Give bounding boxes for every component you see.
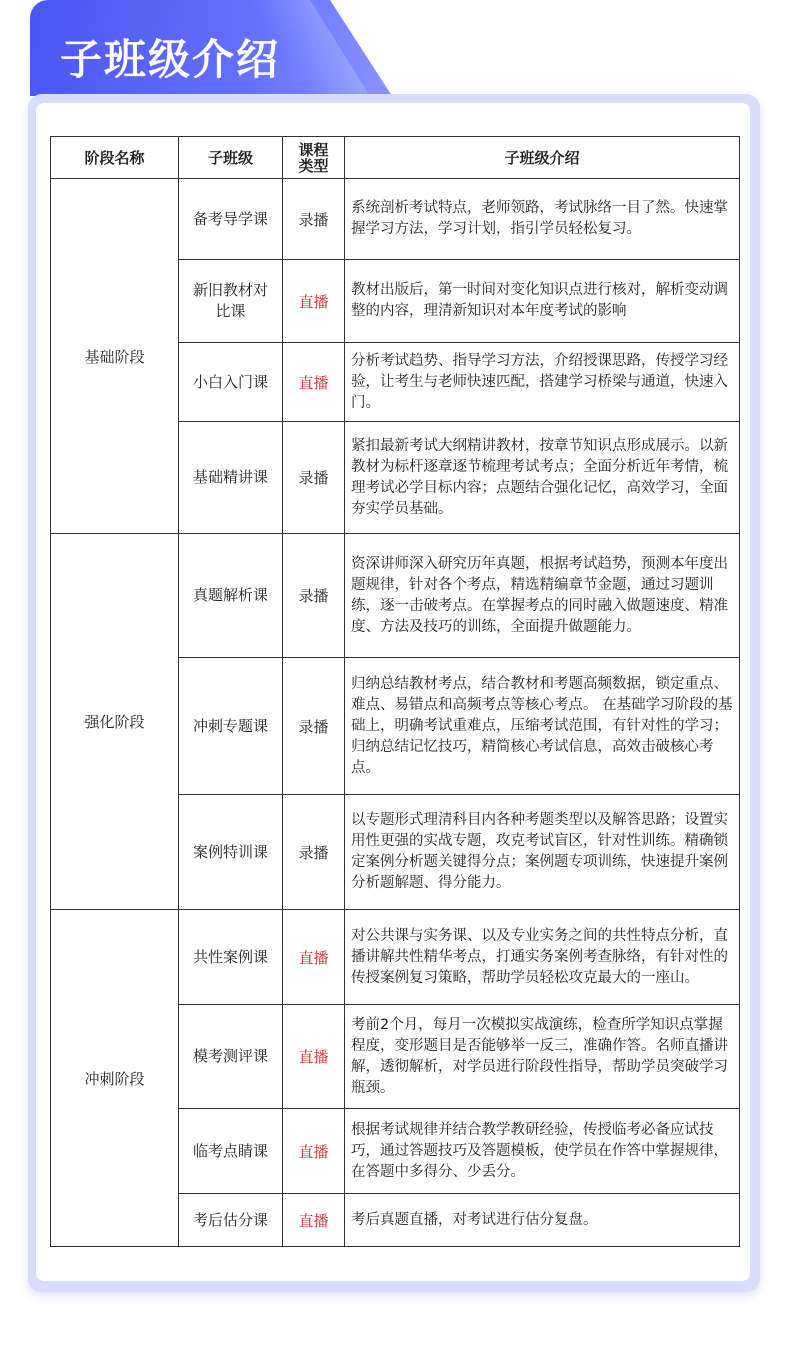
course-type: 直播 <box>283 1109 345 1194</box>
course-description: 分析考试趋势、指导学习方法，介绍授课思路，传授学习经验，让考生与老师快速匹配，搭建学习桥梁与通道，快速入门。 <box>345 343 740 422</box>
course-type: 录播 <box>283 179 345 260</box>
sub-class-table <box>50 136 740 1247</box>
course-description: 紧扣最新考试大纲精讲教材，按章节知识点形成展示。以新教材为标杆逐章逐节梳理考试考点；全面分析近年考情，梳理考试必学目标内容；点题结合强化记忆，高效学习，全面夯实学员基础。 <box>345 422 740 534</box>
course-name: 备考导学课 <box>179 179 283 260</box>
course-description: 归纳总结教材考点，结合教材和考题高频数据，锁定重点、难点、易错点和高频考点等核心考点。 在基础学习阶段的基础上，明确考试重难点，压缩考试范围，有针对性的学习；归纳总结记忆技巧，精简核心考试信息，高效击破核心考点。 <box>345 658 740 795</box>
course-name: 考后估分课 <box>179 1194 283 1247</box>
header-course-type: 课程类型 <box>283 137 345 179</box>
course-type: 录播 <box>283 422 345 534</box>
course-name: 临考点睛课 <box>179 1109 283 1194</box>
course-description: 根据考试规律并结合教学教研经验，传授临考必备应试技巧，通过答题技巧及答题模板，使学员在作答中掌握规律，在答题中多得分、少丢分。 <box>345 1109 740 1194</box>
course-name: 小白入门课 <box>179 343 283 422</box>
table-row <box>51 910 740 1005</box>
page-title: 子班级介绍 <box>60 35 281 84</box>
course-name: 案例特训课 <box>179 795 283 910</box>
stage-cell-sprint: 冲刺阶段 <box>51 910 179 1247</box>
table-row <box>51 534 740 658</box>
course-type: 直播 <box>283 1194 345 1247</box>
stage-cell-basic: 基础阶段 <box>51 179 179 534</box>
course-type: 直播 <box>283 1005 345 1109</box>
course-name: 冲刺专题课 <box>179 658 283 795</box>
course-type: 录播 <box>283 795 345 910</box>
course-description: 系统剖析考试特点，老师领路，考试脉络一目了然。快速掌握学习方法，学习计划，指引学员轻松复习。 <box>345 179 740 260</box>
header-sub-class: 子班级 <box>179 137 283 179</box>
course-description: 教材出版后，第一时间对变化知识点进行核对，解析变动调整的内容，理清新知识对本年度考试的影响 <box>345 260 740 343</box>
course-name: 共性案例课 <box>179 910 283 1005</box>
course-name: 真题解析课 <box>179 534 283 658</box>
stage-cell-intensive: 强化阶段 <box>51 534 179 910</box>
course-name: 模考测评课 <box>179 1005 283 1109</box>
header-stage-name: 阶段名称 <box>51 137 179 179</box>
course-type: 录播 <box>283 534 345 658</box>
course-type: 录播 <box>283 658 345 795</box>
course-type: 直播 <box>283 910 345 1005</box>
course-description: 以专题形式理清科目内各种考题类型以及解答思路；设置实用性更强的实战专题，攻克考试盲区，针对性训练。精确锁定案例分析题关键得分点；案例题专项训练，快速提升案例分析题解题、得分能力。 <box>345 795 740 910</box>
header-sub-class-intro: 子班级介绍 <box>345 137 740 179</box>
course-name: 新旧教材对比课 <box>179 260 283 343</box>
course-type: 直播 <box>283 343 345 422</box>
course-description: 对公共课与实务课、以及专业实务之间的共性特点分析，直播讲解共性精华考点，打通实务案例考查脉络，有针对性的传授案例复习策略，帮助学员轻松攻克最大的一座山。 <box>345 910 740 1005</box>
table-header-row <box>51 137 740 179</box>
course-description: 考前2个月，每月一次模拟实战演练，检查所学知识点掌握程度，变形题目是否能够举一反三，准确作答。名师直播讲解，透彻解析，对学员进行阶段性指导，帮助学员突破学习瓶颈。 <box>345 1005 740 1109</box>
course-name: 基础精讲课 <box>179 422 283 534</box>
course-type: 直播 <box>283 260 345 343</box>
course-description: 资深讲师深入研究历年真题，根据考试趋势，预测本年度出题规律，针对各个考点，精选精编章节金题，通过习题训练，逐一击破考点。在掌握考点的同时融入做题速度、精准度、方法及技巧的训练，全面提升做题能力。 <box>345 534 740 658</box>
course-description: 考后真题直播，对考试进行估分复盘。 <box>345 1194 740 1247</box>
table-row <box>51 179 740 260</box>
